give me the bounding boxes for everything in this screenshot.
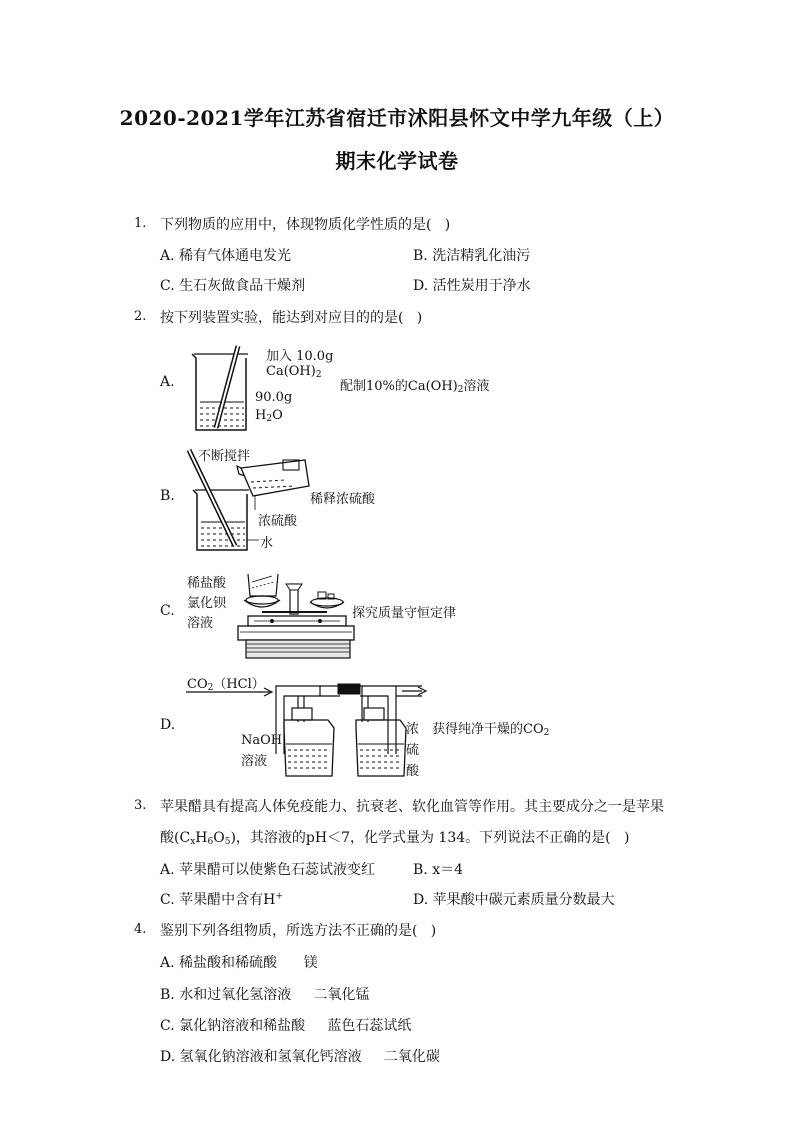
option-d-caption: 获得纯净干燥的$CO_2$ xyxy=(432,722,550,738)
exam-title-line2: 期末化学试卷 xyxy=(335,149,459,173)
option-a-caption: 配制10%的$Ca(OH)_2$溶液 xyxy=(340,379,490,395)
question-2-number: 2. xyxy=(134,309,147,324)
question-4-stem: 鉴别下列各组物质，所选方法不正确的是( ) xyxy=(160,923,437,939)
question-4-option-b: B. 水和过氧化氢溶液 二氧化锰 xyxy=(160,987,370,1003)
question-4-option-c: C. 氯化钠溶液和稀盐酸 蓝色石蕊试纸 xyxy=(160,1018,412,1034)
question-1-option-c: C. 生石灰做食品干燥剂 xyxy=(160,278,306,294)
question-2-option-b-letter: B. xyxy=(160,488,175,504)
question-1-option-a: A. 稀有气体通电发光 xyxy=(160,248,292,264)
label-90g: 90.0g xyxy=(255,390,293,405)
question-3-stem-line2: 酸$(C_xH_6O_5)$，其溶液的pH＜7，化学式量为 134。下列说法不正确的是( ) xyxy=(160,830,630,847)
question-3-option-a: A. 苹果醋可以使紫色石蕊试液变红 xyxy=(160,862,376,878)
question-1-option-d: D. 活性炭用于净水 xyxy=(413,278,531,294)
question-3-number: 3. xyxy=(134,798,147,813)
label-dilute-hcl: 稀盐酸 xyxy=(187,576,227,591)
label-co2-hcl: $CO_2(HCl)$ xyxy=(187,677,265,693)
question-3-option-c: C. 苹果醋中含有H+ xyxy=(160,891,283,908)
label-solution: 溶液 xyxy=(187,616,214,631)
label-conc-3: 酸 xyxy=(406,764,420,779)
question-4-option-a: A. 稀盐酸和稀硫酸 镁 xyxy=(160,955,318,971)
question-3-option-d: D. 苹果酸中碳元素质量分数最大 xyxy=(413,892,615,908)
question-2-option-d-letter: D. xyxy=(160,717,176,733)
label-barium-chloride: 氯化钡 xyxy=(187,596,227,611)
label-naoh: NaOH xyxy=(241,733,283,748)
gas-washing-bottles-diagram-d xyxy=(180,684,430,780)
question-2-option-c-letter: C. xyxy=(160,603,175,619)
label-h2o: $H_2O$ xyxy=(255,408,283,424)
label-conc-1: 浓 xyxy=(406,722,420,737)
question-1-number: 1. xyxy=(134,216,147,231)
question-4-option-d: D. 氢氧化钠溶液和氢氧化钙溶液 二氧化碳 xyxy=(160,1049,440,1065)
question-2-stem: 按下列装置实验，能达到对应目的的是( ) xyxy=(160,310,423,326)
label-conc-2: 硫 xyxy=(406,743,420,758)
balance-diagram-c xyxy=(232,566,357,662)
question-4-number: 4. xyxy=(134,922,147,937)
label-keep-stirring: 不断搅拌 xyxy=(198,449,251,464)
label-naoh-solution: 溶液 xyxy=(241,754,268,769)
option-b-caption: 稀释浓硫酸 xyxy=(310,492,376,507)
label-conc-sulfuric-acid: 浓硫酸 xyxy=(258,514,298,529)
question-3-option-b: B. x＝4 xyxy=(413,862,464,878)
option-c-caption: 探究质量守恒定律 xyxy=(352,606,457,621)
question-1-option-b: B. 洗洁精乳化油污 xyxy=(413,248,531,264)
question-1-stem: 下列物质的应用中，体现物质化学性质的是( ) xyxy=(160,217,451,233)
exam-title-line1: 2020-2021学年江苏省宿迁市沭阳县怀文中学九年级（上） xyxy=(119,106,675,130)
label-add-10g: 加入 10.0g xyxy=(266,349,334,364)
label-caoh2: $Ca(OH)_2$ xyxy=(266,364,322,380)
label-water: 水 xyxy=(260,536,274,551)
question-3-stem-line1: 苹果醋具有提高人体免疫能力、抗衰老、软化血管等作用。其主要成分之一是苹果 xyxy=(160,799,664,815)
question-2-option-a-letter: A. xyxy=(160,374,175,390)
